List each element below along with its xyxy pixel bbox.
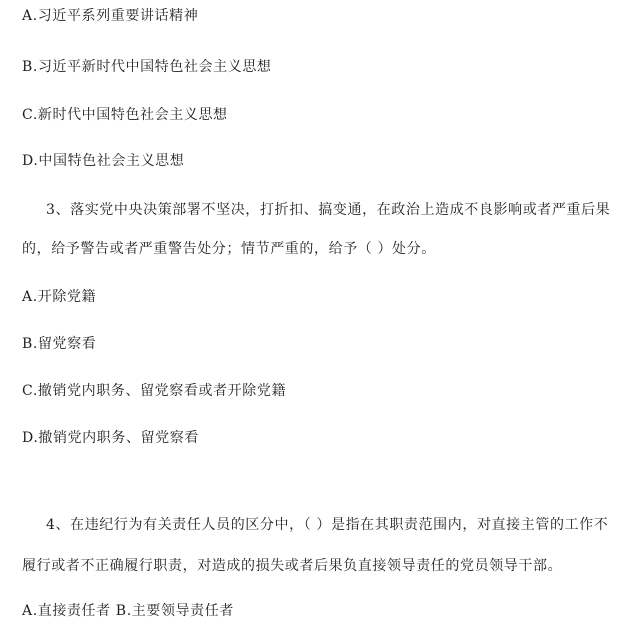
q2-option-a: A.习近平系列重要讲话精神 (22, 8, 199, 24)
question-3-line-2: 的，给予警告或者严重警告处分；情节严重的，给予（ ）处分。 (22, 241, 436, 257)
question-4-line-1: 4、在违纪行为有关责任人员的区分中，（ ）是指在其职责范围内，对直接主管的工作不 (46, 517, 609, 533)
question-3-line-1: 3、落实党中央决策部署不坚决，打折扣、搞变通，在政治上造成不良影响或者严重后果 (46, 202, 611, 218)
q3-option-b: B.留党察看 (22, 336, 97, 352)
q4-options: A.直接责任者 B.主要领导责任者 (22, 603, 234, 619)
q3-option-c: C.撤销党内职务、留党察看或者开除党籍 (22, 383, 287, 399)
q3-option-d: D.撤销党内职务、留党察看 (22, 430, 199, 446)
q2-option-b: B.习近平新时代中国特色社会主义思想 (22, 59, 272, 75)
q2-option-d: D.中国特色社会主义思想 (22, 153, 185, 169)
q2-option-c: C.新时代中国特色社会主义思想 (22, 107, 228, 123)
q3-option-a: A.开除党籍 (22, 289, 97, 305)
question-4-line-2: 履行或者不正确履行职责，对造成的损失或者后果负直接领导责任的党员领导干部。 (22, 558, 563, 574)
